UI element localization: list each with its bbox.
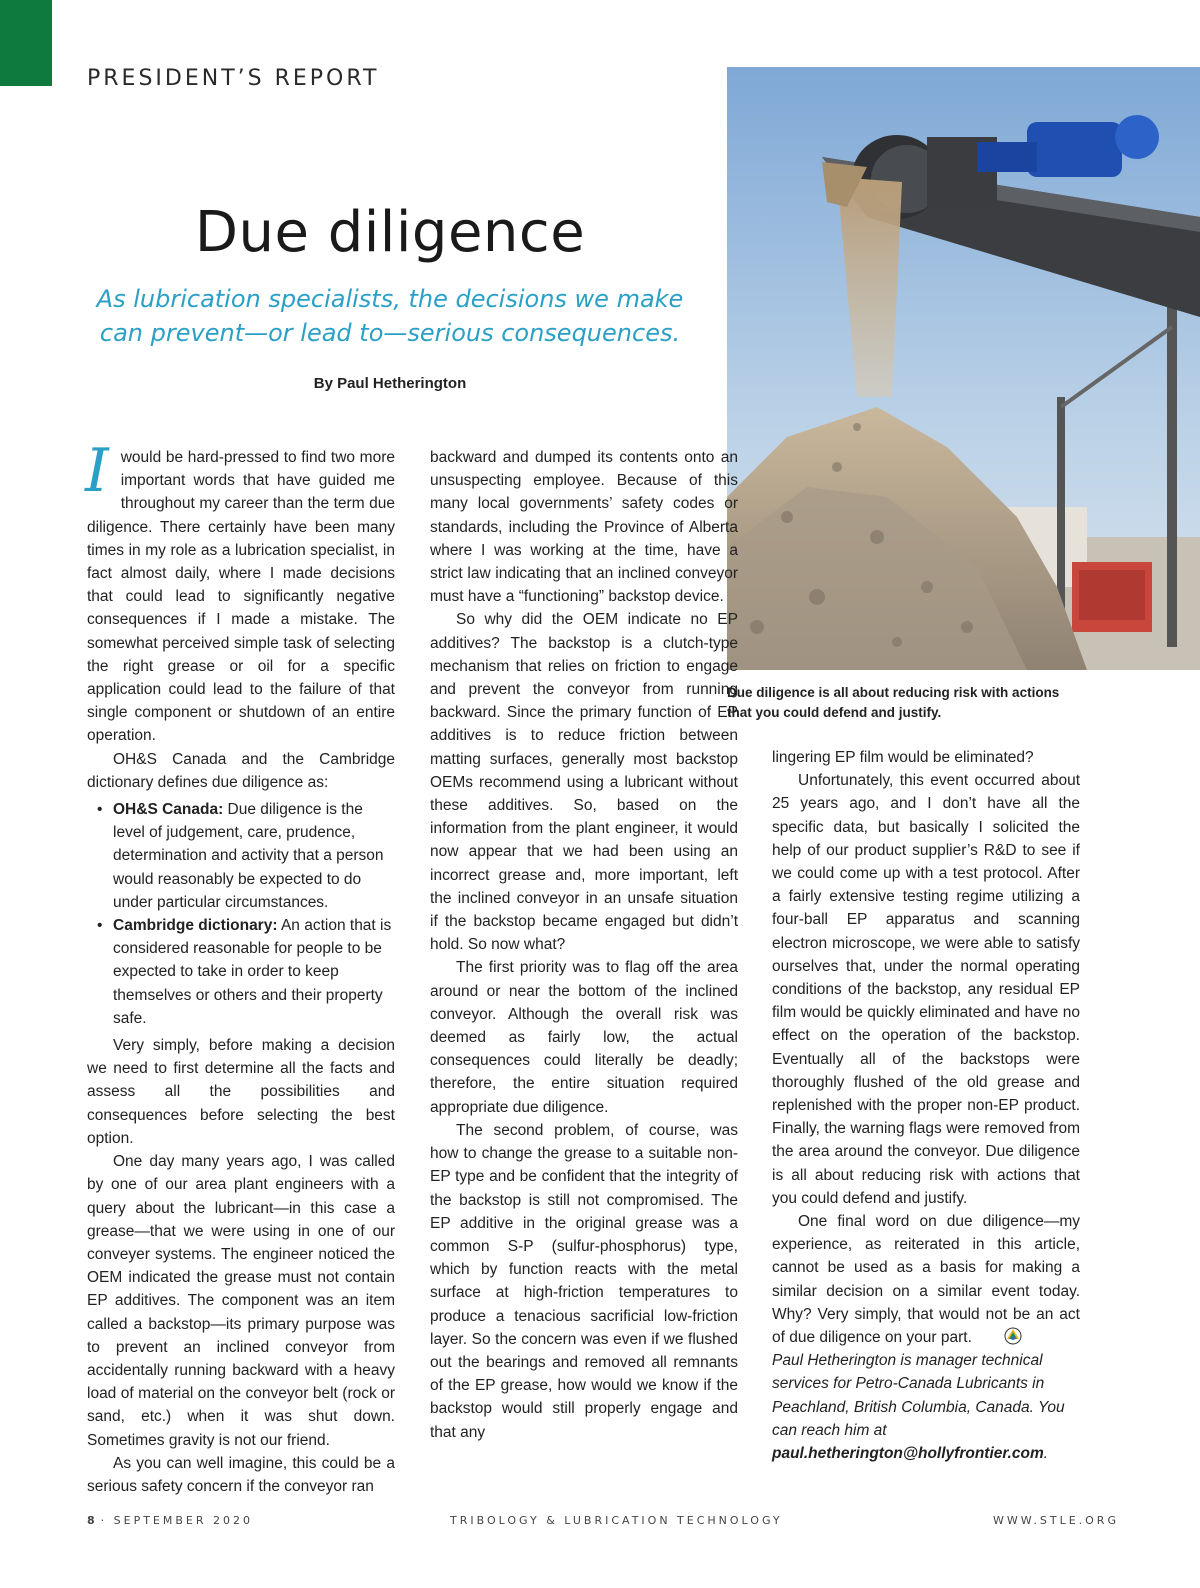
- author-email[interactable]: paul.hetherington@hollyfrontier.com: [772, 1445, 1044, 1463]
- paragraph: backward and dumped its contents onto an unsuspecting employee. Because of this many local governments’ safety codes or standards, including the Province of Alberta where I was working at the time, have a strict law indicating that an inclined conveyor must have a “functioning” backstop device.: [430, 449, 738, 606]
- paragraph: [772, 1210, 1080, 1349]
- deck-line-2: can prevent—or lead to—serious consequences.: [99, 319, 681, 347]
- conveyor-photo: [727, 67, 1200, 670]
- paragraph: lingering EP film would be eliminated?: [772, 749, 1034, 766]
- publication-name: TRIBOLOGY & LUBRICATION TECHNOLOGY: [450, 1514, 783, 1527]
- definition-text: An action that is considered reasonable for people to be expected to take in order to keep themselves or others and their property safe.: [113, 917, 392, 1027]
- byline: By Paul Hetherington: [313, 375, 467, 392]
- photo-caption: Due diligence is all about reducing risk with actions that you could defend and justify.: [727, 685, 1060, 720]
- column-3: [772, 746, 1080, 1465]
- definition-item: [87, 798, 395, 914]
- footer-left: [87, 1514, 253, 1527]
- author-bio-end: .: [1043, 1445, 1049, 1463]
- intro-paragraph: [85, 436, 395, 748]
- definition-item: [87, 914, 395, 1030]
- author-bio-text: Paul Hetherington is manager technical services for Petro-Canada Lubricants in Peachland, British Columbia, Canada. You can reach him at: [772, 1352, 1065, 1439]
- section-color-tab: [0, 0, 52, 86]
- article-deck: [80, 282, 700, 350]
- issue-date: · SEPTEMBER 2020: [100, 1514, 254, 1527]
- paragraph: OH&S Canada and the Cambridge dictionary defines due diligence as:: [87, 750, 395, 791]
- website-link[interactable]: WWW.STLE.ORG: [993, 1514, 1119, 1527]
- article-title: Due diligence: [194, 200, 586, 265]
- drop-cap: I: [85, 436, 109, 506]
- paragraph: As you can well imagine, this could be a serious safety concern if the conveyor ran: [87, 1454, 395, 1495]
- column-2: [430, 446, 738, 1444]
- conveyor-photo-illustration: [727, 67, 1200, 670]
- paragraph: The first priority was to flag off the area around or near the bottom of the inclined conveyor. Although the overall risk was deemed as fairly low, the actual consequences could literally be deadly; therefore, the entire situation required appropriate due diligence.: [430, 959, 738, 1116]
- paragraph: Very simply, before making a decision we need to first determine all the facts and assess all the possibilities and consequences before selecting the best option.: [87, 1037, 395, 1147]
- closing-text: One final word on due diligence—my experience, as reiterated in this article, cannot be used as a basis for making a similar decision on a similar event today. Why? Very simply, that would not be an act of due diligence on your part.: [772, 1213, 1080, 1347]
- column-1: [85, 436, 395, 1498]
- paragraph: So why did the OEM indicate no EP additives? The backstop is a clutch-type mechanism that relies on friction to engage and prevent the conveyor from running backward. Since the primary function of EP additives is to reduce friction between matting surfaces, generally most backstop OEMs recommend using a lubricant without these additives. So, based on the information from the plant engineer, it would now appear that we had been using an incorrect grease and, more important, left the inclined conveyor in an unsafe situation if the backstop became engaged but didn’t hold. So now what?: [430, 611, 738, 954]
- intro-text: would be hard-pressed to find two more important words that have guided me throughout my career than the term due diligence. There certainly have been many times in my role as a lubrication specialist, in fact almost daily, where I made decisions that could lead to significantly negative consequences if I made a mistake. The somewhat perceived simple task of selecting the right grease or oil for a specific application could lead to the failure of that single component or shutdown of an entire operation.: [87, 449, 395, 745]
- section-label: PRESIDENT’S REPORT: [87, 66, 380, 91]
- page-number: 8: [87, 1514, 95, 1527]
- paragraph: One day many years ago, I was called by one of our area plant engineers with a query about the lubricant—in this case a grease—that we were using in one of our conveyer systems. The engineer noticed the OEM indicated the grease must not contain EP additives. The component was an item called a backstop—its primary purpose was to prevent an inclined conveyor from accidentally running backward with a heavy load of material on the conveyor belt (rock or sand, etc.) when it was shut down. Sometimes gravity is not our friend.: [87, 1153, 395, 1449]
- paragraph: The second problem, of course, was how to change the grease to a suitable non-EP type and be confident that the integrity of the backstop is still not compromised. The EP additive in the original grease was a common S-P (sulfur-phosphorus) type, which by function reacts with the metal surface at high-friction temperatures to produce a tenacious sacrificial low-friction layer. So the concern was even if we flushed out the bearings and removed all remnants of the EP grease, how would we know if the backstop would still properly engage and that any: [430, 1121, 738, 1441]
- definition-term: OH&S Canada:: [113, 801, 224, 819]
- author-bio: [772, 1349, 1080, 1465]
- definition-text: Due diligence is the level of judgement, care, prudence, determination and activity that a person would reasonably be expected to do under particular circumstances.: [113, 801, 384, 911]
- paragraph: Unfortunately, this event occurred about 25 years ago, and I don’t have all the specific data, but basically I solicited the help of our product supplier’s R&D to see if we could come up with a test protocol. After a fairly extensive testing regime utilizing a four-ball EP apparatus and scanning electron microscope, we were able to satisfy ourselves that, under the normal operating conditions of the backstop, any residual EP film would be quickly eliminated and have no effect on the operation of the backstop. Eventually all of the backstops were thoroughly flushed of the old grease and replenished with the proper non-EP product. Finally, the warning flags were removed from the area around the conveyor. Due diligence is all about reducing risk with actions that you could defend and justify.: [772, 772, 1080, 1207]
- deck-line-1: As lubrication specialists, the decisions we make: [96, 285, 684, 313]
- definition-term: Cambridge dictionary:: [113, 917, 278, 935]
- stle-logo-icon: [978, 1327, 996, 1345]
- definition-list: [87, 798, 395, 1030]
